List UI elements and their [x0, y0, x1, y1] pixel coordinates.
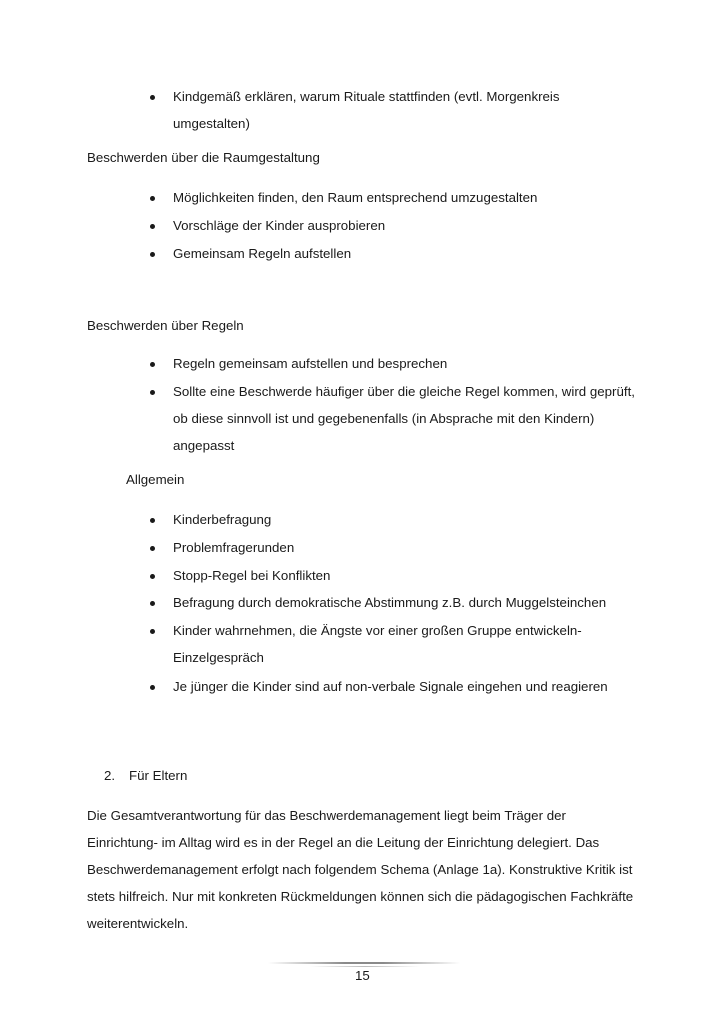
- list-item: Regeln gemeinsam aufstellen und besprechen: [173, 356, 448, 371]
- list-item: Gemeinsam Regeln aufstellen: [173, 246, 352, 261]
- bullet-icon: [150, 95, 155, 100]
- list-item: Je jünger die Kinder sind auf non-verbale Signale eingehen und reagieren: [173, 679, 608, 694]
- bullet-icon: [150, 196, 155, 201]
- list-item: Stopp-Regel bei Konflikten: [173, 568, 331, 583]
- list-item: Möglichkeiten finden, den Raum entsprechend umzugestalten: [173, 190, 538, 205]
- paragraph-line: Die Gesamtverantwortung für das Beschwerdemanagement liegt beim Träger der: [87, 808, 566, 823]
- footer-divider-shadow: [310, 966, 420, 967]
- bullet-icon: [150, 685, 155, 690]
- footer-divider: [268, 962, 460, 964]
- page-number: 15: [355, 968, 370, 983]
- bullet-icon: [150, 518, 155, 523]
- list-item: Vorschläge der Kinder ausprobieren: [173, 218, 386, 233]
- bullet-icon: [150, 601, 155, 606]
- paragraph-line: Einrichtung- im Alltag wird es in der Regel an die Leitung der Einrichtung delegiert. Das: [87, 835, 600, 850]
- bullet-icon: [150, 224, 155, 229]
- list-item-line: ob diese sinnvoll ist und gegebenenfalls (in Absprache mit den Kindern): [173, 411, 595, 426]
- list-item-line: Kindgemäß erklären, warum Rituale stattfinden (evtl. Morgenkreis: [173, 89, 560, 104]
- bullet-icon: [150, 546, 155, 551]
- bullet-icon: [150, 390, 155, 395]
- paragraph-line: stets hilfreich. Nur mit konkreten Rückmeldungen können sich die pädagogischen Fachkräfte: [87, 889, 634, 904]
- paragraph-line: weiterentwickeln.: [87, 916, 189, 931]
- list-item-line: angepasst: [173, 438, 235, 453]
- paragraph-line: Beschwerdemanagement erfolgt nach folgendem Schema (Anlage 1a). Konstruktive Kritik ist: [87, 862, 633, 877]
- section-number: 2.: [104, 768, 116, 783]
- bullet-icon: [150, 362, 155, 367]
- list-item: Kinderbefragung: [173, 512, 272, 527]
- list-item-line: umgestalten): [173, 116, 250, 131]
- bullet-icon: [150, 252, 155, 257]
- section-heading-regeln: Beschwerden über Regeln: [87, 318, 244, 333]
- list-item-line: Kinder wahrnehmen, die Ängste vor einer großen Gruppe entwickeln-: [173, 623, 582, 638]
- list-item-line: Sollte eine Beschwerde häufiger über die gleiche Regel kommen, wird geprüft,: [173, 384, 635, 399]
- list-item: Befragung durch demokratische Abstimmung z.B. durch Muggelsteinchen: [173, 595, 607, 610]
- section-heading-eltern: Für Eltern: [129, 768, 188, 783]
- section-heading-raumgestaltung: Beschwerden über die Raumgestaltung: [87, 150, 320, 165]
- bullet-icon: [150, 574, 155, 579]
- section-heading-allgemein: Allgemein: [126, 472, 185, 487]
- list-item-line: Einzelgespräch: [173, 650, 264, 665]
- bullet-icon: [150, 629, 155, 634]
- list-item: Problemfragerunden: [173, 540, 295, 555]
